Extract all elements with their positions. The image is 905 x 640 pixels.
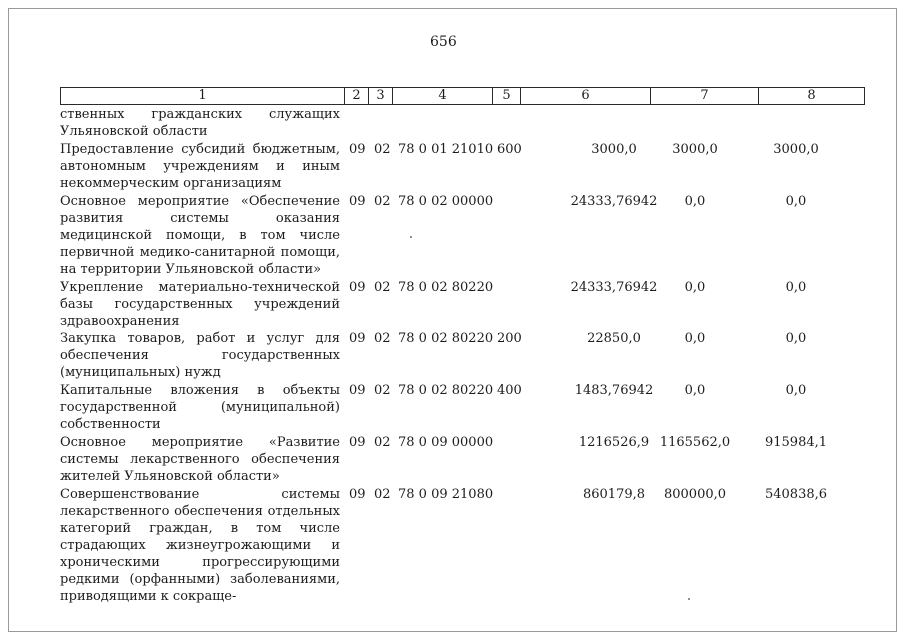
cell-amount-6: 24333,76942 <box>570 280 658 295</box>
cell-section: 09 <box>349 280 366 295</box>
cell-expense-type: 200 <box>497 331 522 346</box>
cell-amount-6: 24333,76942 <box>570 194 658 209</box>
row-description: Укрепление материально-технической базы государственных учреждений здравоохранения <box>60 280 340 329</box>
cell-amount-7: 800000,0 <box>663 487 727 502</box>
cell-subsection: 02 <box>374 383 391 398</box>
header-cell-7: 7 <box>650 88 758 104</box>
cell-amount-7: 1165562,0 <box>659 435 731 450</box>
scan-speck <box>688 598 690 600</box>
cell-amount-7: 0,0 <box>684 331 706 346</box>
cell-amount-7: 3000,0 <box>672 142 718 157</box>
cell-amount-8: 915984,1 <box>764 435 828 450</box>
cell-amount-8: 540838,6 <box>764 487 828 502</box>
header-cell-1: 1 <box>198 88 207 103</box>
table-header <box>60 87 865 105</box>
cell-target-code: 78 0 01 21010 <box>398 142 494 157</box>
cell-section: 09 <box>349 435 366 450</box>
row-description: Основное мероприятие «Обеспечение развития системы оказания медицинской помощи, в том числе первичной медико-санитарной помощи, на территории Ульяновской области» <box>60 194 340 277</box>
cell-section: 09 <box>349 142 366 157</box>
scan-speck <box>410 236 412 238</box>
cell-target-code: 78 0 09 00000 <box>398 435 494 450</box>
cell-amount-7: 0,0 <box>684 194 706 209</box>
row-description: Закупка товаров, работ и услуг для обеспечения государственных (муниципальных) нужд <box>60 331 340 380</box>
header-cell-8: 8 <box>758 88 864 104</box>
cell-amount-8: 0,0 <box>785 194 807 209</box>
row-description: Основное мероприятие «Развитие системы лекарственного обеспечения жителей Ульяновской области» <box>60 435 340 484</box>
cell-subsection: 02 <box>374 435 391 450</box>
cell-amount-6: 22850,0 <box>587 331 641 346</box>
cell-amount-6: 1483,76942 <box>574 383 654 398</box>
row-description: Совершенствование системы лекарственного обеспечения отдельных категорий граждан, в том числе страдающих жизнеугрожающими и хроническими прогрессирующими редкими (орфанными) заболеваниями, приводящими к сокраще- <box>60 487 340 604</box>
cell-amount-7: 0,0 <box>684 280 706 295</box>
cell-section: 09 <box>349 487 366 502</box>
cell-amount-7: 0,0 <box>684 383 706 398</box>
cell-target-code: 78 0 02 00000 <box>398 194 494 209</box>
cell-amount-8: 3000,0 <box>773 142 819 157</box>
cell-section: 09 <box>349 331 366 346</box>
cell-section: 09 <box>349 194 366 209</box>
row-description: Предоставление субсидий бюджетным, автономным учреждениям и иным некоммерческим организациям <box>60 142 340 191</box>
cell-target-code: 78 0 02 80220 <box>398 331 494 346</box>
header-cell-5: 5 <box>492 88 520 104</box>
cell-subsection: 02 <box>374 331 391 346</box>
header-cell-2: 2 <box>344 88 368 104</box>
header-cell-4: 4 <box>392 88 492 104</box>
cell-amount-8: 0,0 <box>785 383 807 398</box>
header-cell-3: 3 <box>368 88 392 104</box>
cell-target-code: 78 0 02 80220 <box>398 383 494 398</box>
cell-subsection: 02 <box>374 487 391 502</box>
cell-amount-6: 860179,8 <box>582 487 646 502</box>
row-description: Капитальные вложения в объекты государственной (муниципальной) собственности <box>60 383 340 432</box>
cell-target-code: 78 0 09 21080 <box>398 487 494 502</box>
cell-amount-6: 1216526,9 <box>578 435 650 450</box>
page-number: 656 <box>430 34 457 50</box>
cell-amount-6: 3000,0 <box>591 142 637 157</box>
row-description: ственных гражданских служащих Ульяновской области <box>60 107 340 139</box>
header-cell-6: 6 <box>520 88 650 104</box>
cell-expense-type: 400 <box>497 383 522 398</box>
cell-subsection: 02 <box>374 280 391 295</box>
cell-amount-8: 0,0 <box>785 280 807 295</box>
cell-amount-8: 0,0 <box>785 331 807 346</box>
cell-target-code: 78 0 02 80220 <box>398 280 494 295</box>
cell-expense-type: 600 <box>497 142 522 157</box>
cell-section: 09 <box>349 383 366 398</box>
cell-subsection: 02 <box>374 194 391 209</box>
cell-subsection: 02 <box>374 142 391 157</box>
